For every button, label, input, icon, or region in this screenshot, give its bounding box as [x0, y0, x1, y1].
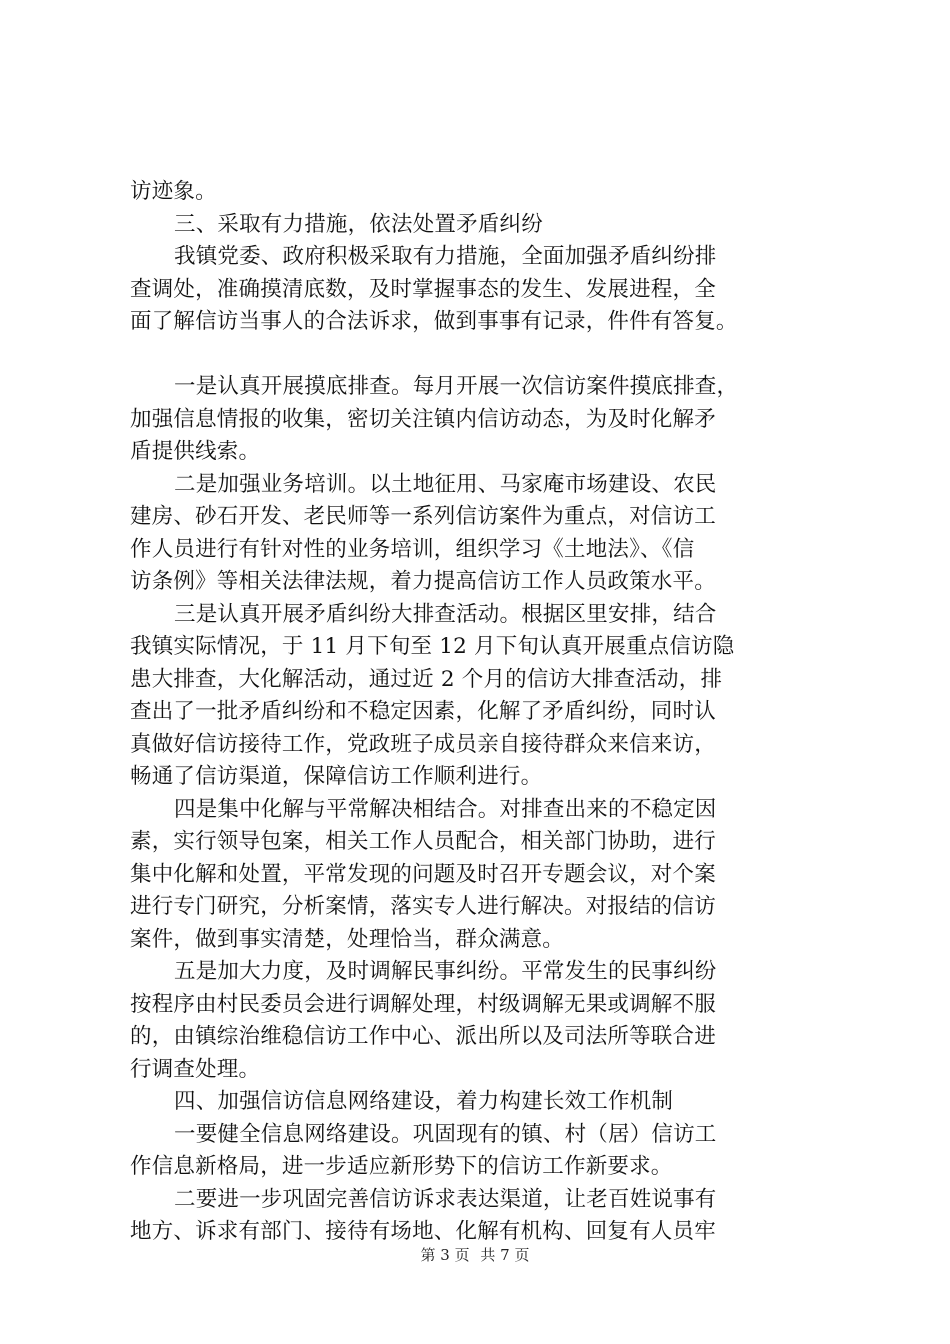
text-line: 作人员进行有针对性的业务培训，组织学习《土地法》、《信	[130, 536, 695, 562]
text-line: 一要健全信息网络建设。巩固现有的镇、村（居）信访工	[174, 1121, 717, 1147]
text-line: 五是加大力度，及时调解民事纠纷。平常发生的民事纠纷	[174, 959, 717, 984]
text-line: 三、采取有力措施，依法处置矛盾纠纷	[174, 211, 543, 237]
text-line: 我镇实际情况，于 11 月下旬至 12 月下旬认真开展重点信访隐	[130, 634, 735, 659]
text-line: 查调处，准确摸清底数，及时掌握事态的发生、发展进程，全	[130, 276, 716, 302]
text-line: 按程序由村民委员会进行调解处理，村级调解无果或调解不服	[130, 991, 716, 1017]
text-line: 畅通了信访渠道，保障信访工作顺利进行。	[130, 764, 543, 789]
text-line: 素，实行领导包案，相关工作人员配合，相关部门协助，进行	[130, 829, 716, 854]
page-total: 共 7 页	[480, 1246, 530, 1264]
page-number: 第 3 页	[420, 1246, 470, 1264]
document-body	[130, 176, 840, 1249]
text-line: 的，由镇综治维稳信访工作中心、派出所以及司法所等联合进	[130, 1024, 716, 1049]
text-line: 案件，做到事实清楚，处理恰当，群众满意。	[130, 926, 565, 952]
text-line: 面了解信访当事人的合法诉求，做到事事有记录，件件有答复。	[130, 309, 738, 334]
text-line: 一是认真开展摸底排查。每月开展一次信访案件摸底排查，	[174, 374, 739, 399]
text-line: 建房、砂石开发、老民师等一系列信访案件为重点，对信访工	[130, 504, 716, 529]
text-line: 四是集中化解与平常解决相结合。对排查出来的不稳定因	[174, 796, 717, 822]
text-line: 盾提供线索。	[130, 439, 261, 464]
text-line: 集中化解和处置，平常发现的问题及时召开专题会议，对个案	[130, 861, 716, 887]
text-line: 患大排查，大化解活动，通过近 2 个月的信访大排查活动，排	[130, 666, 723, 692]
text-line: 地方、诉求有部门、接待有场地、化解有机构、回复有人员牢	[130, 1219, 716, 1244]
page-footer	[0, 1244, 950, 1265]
text-line: 作信息新格局，进一步适应新形势下的信访工作新要求。	[130, 1154, 673, 1179]
text-line: 四、加强信访信息网络建设，着力构建长效工作机制	[174, 1089, 674, 1114]
text-line: 我镇党委、政府积极采取有力措施，全面加强矛盾纠纷排	[174, 244, 717, 269]
text-line: 二要进一步巩固完善信访诉求表达渠道，让老百姓说事有	[174, 1186, 717, 1212]
text-line: 真做好信访接待工作，党政班子成员亲自接待群众来信来访，	[130, 731, 716, 757]
text-line: 加强信息情报的收集，密切关注镇内信访动态，为及时化解矛	[130, 406, 716, 432]
text-line: 访迹象。	[130, 179, 217, 204]
text-line: 行调查处理。	[130, 1056, 261, 1082]
text-line: 三是认真开展矛盾纠纷大排查活动。根据区里安排，结合	[174, 601, 717, 627]
text-line: 进行专门研究，分析案情，落实专人进行解决。对报结的信访	[130, 894, 716, 919]
blank-line	[130, 339, 840, 372]
text-line: 二是加强业务培训。以土地征用、马家庵市场建设、农民	[174, 471, 717, 497]
text-line: 访条例》等相关法律法规，着力提高信访工作人员政策水平。	[130, 569, 716, 594]
text-line: 查出了一批矛盾纠纷和不稳定因素，化解了矛盾纠纷，同时认	[130, 699, 716, 724]
